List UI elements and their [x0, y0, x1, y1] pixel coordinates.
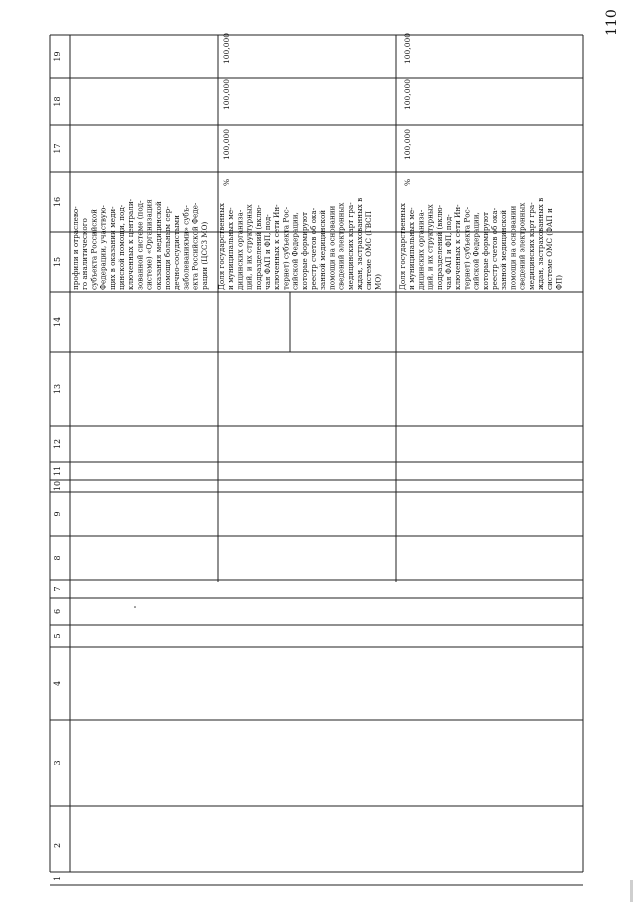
column-header-5: 5	[53, 633, 62, 639]
cell-text-line: чая ФАП и ФП, под-	[444, 214, 453, 290]
cell-text-line: заболеваниями» субъ-	[181, 205, 191, 290]
column-header-17: 17	[53, 143, 62, 154]
cell-text-line: цинской помощи, под-	[117, 204, 126, 290]
cell-text-line: которые формируют	[480, 212, 490, 290]
cell-text-line: дечно-сосудистыми	[172, 215, 182, 290]
cell-text-line: оказания медицинской	[153, 201, 163, 290]
column-header-18: 18	[53, 96, 62, 107]
cell-text-line: помощи на основании	[327, 205, 337, 290]
column-header-12: 12	[53, 438, 62, 450]
row2-indicator-text	[217, 198, 382, 290]
row3-unit: %	[403, 178, 412, 186]
row3-value-19: 100,000	[403, 32, 412, 64]
cell-text-line: ключенных к централи-	[126, 198, 136, 290]
cell-text-line: ключенных к сети Ин-	[272, 204, 282, 290]
stray-dot	[134, 606, 136, 608]
cell-text-line: помощи на основании	[508, 205, 518, 290]
cell-text-line: ций, и их структурных	[425, 204, 435, 290]
cell-text-line: медицинских карт гра-	[345, 202, 355, 290]
column-header-7: 7	[53, 586, 62, 592]
cell-text-line: зованной системе (под-	[135, 200, 145, 290]
column-header-2: 2	[53, 842, 62, 849]
cell-text-line: системе ОМС (ФАП и	[545, 208, 555, 290]
row3-value-17: 100,000	[403, 128, 412, 160]
page-number: 110	[604, 9, 620, 36]
table-grid	[50, 32, 583, 885]
cell-text-line: МО)	[373, 273, 383, 290]
cell-text-line: дицинских организа-	[416, 209, 426, 290]
column-header-9: 9	[53, 511, 62, 517]
row2-unit: %	[222, 178, 231, 186]
cell-text-line: тернет) субъекта Рос-	[281, 206, 291, 290]
cell-text-line: ждан, застрахованных в	[536, 197, 545, 290]
cell-text-line: и муниципальных ме-	[226, 207, 236, 290]
column-header-1: 1	[53, 875, 62, 882]
row3-value-18: 100,000	[403, 78, 412, 110]
cell-text-line: екта Российской Феде-	[190, 202, 200, 290]
cell-text-line: подразделений (вклю-	[434, 204, 444, 290]
cell-text-line: чая ФАП и ФП, под-	[263, 214, 272, 290]
column-header-13: 13	[53, 383, 62, 395]
column-header-11: 11	[53, 465, 62, 477]
cell-text-line: ФП)	[554, 274, 564, 290]
row2-value-17: 100,000	[222, 128, 231, 160]
cell-text-line: сийской Федерации,	[471, 212, 481, 290]
row2-value-19: 100,000	[222, 32, 231, 64]
column-header-16: 16	[53, 196, 62, 208]
cell-text-line: ций, и их структурных	[244, 204, 254, 290]
cell-text-line: ждан, застрахованных в	[355, 197, 364, 290]
column-header-3: 3	[53, 760, 62, 766]
cell-text-line: и муниципальных ме-	[407, 207, 417, 290]
cell-text-line: профили и отраслево-	[71, 206, 80, 290]
cell-text-line: системе) «Организация	[144, 199, 154, 290]
row2-value-18: 100,000	[222, 78, 231, 110]
row1-indicator-text	[71, 198, 209, 290]
column-header-row	[53, 51, 62, 881]
cell-text-line: сведений электронных	[336, 202, 346, 290]
cell-text-line: системе ОМС (ГВСП	[364, 211, 374, 290]
table-body	[71, 33, 563, 608]
page-edge-mark	[630, 880, 633, 902]
column-header-15: 15	[53, 256, 62, 268]
cell-text-line: щих в оказании меди-	[107, 206, 117, 290]
column-header-19: 19	[53, 51, 62, 62]
cell-text-line: тернет) субъекта Рос-	[462, 206, 472, 290]
column-header-8: 8	[53, 555, 62, 561]
cell-text-line: субъекта Российской	[89, 209, 99, 290]
cell-text-line: дицинских организа-	[235, 209, 245, 290]
cell-text-line: го аналитического	[80, 218, 90, 290]
cell-text-line: ключенных к сети Ин-	[453, 204, 463, 290]
column-header-10: 10	[53, 480, 62, 492]
cell-text-line: занной медицинской	[318, 209, 328, 290]
cell-text-line: рации (ЦССЗ МО)	[199, 221, 209, 290]
column-header-6: 6	[53, 608, 62, 615]
cell-text-line: сведений электронных	[517, 202, 527, 290]
cell-text-line: медицинских карт гра-	[526, 202, 536, 290]
row3-indicator-text	[398, 198, 563, 290]
cell-text-line: реестр счетов об ока-	[490, 207, 499, 290]
cell-text-line: подразделений (вклю-	[253, 204, 263, 290]
cell-text-line: реестр счетов об ока-	[309, 207, 318, 290]
cell-text-line: которые формируют	[299, 212, 309, 290]
cell-text-line: помощи больным сер-	[163, 206, 172, 290]
column-header-4: 4	[53, 680, 62, 687]
column-header-14: 14	[53, 316, 62, 328]
cell-text-line: Доля государственных	[217, 203, 226, 290]
cell-text-line: Федерации, участвую-	[98, 205, 108, 290]
cell-text-line: занной медицинской	[499, 209, 509, 290]
cell-text-line: Доля государственных	[398, 203, 407, 290]
cell-text-line: сийской Федерации,	[290, 212, 300, 290]
